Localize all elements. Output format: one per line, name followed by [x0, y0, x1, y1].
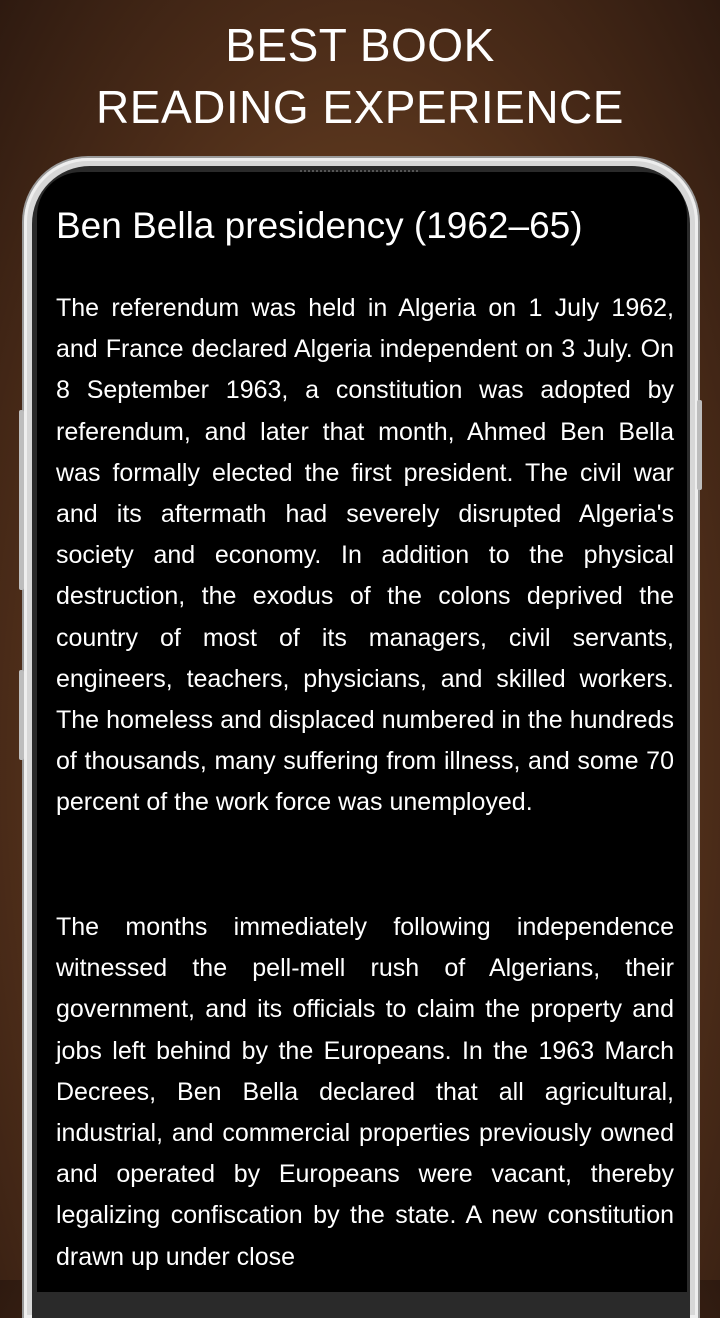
paragraph: The referendum was held in Algeria on 1 July 1962, and France declared Algeria independent on 3 July. On 8 September 1963, a constitution was adopted by referendum, and later that month, Ahmed Ben Bella was formally elected the first president. The civil war and its aftermath had severely disrupted Algeria's society and economy. In addition to the physical destruction, the exodus of the colons deprived the country of most of its managers, civil servants, engineers, teachers, physicians, and skilled workers. The homeless and displaced numbered in the hundreds of thousands, many suffering from illness, and some 70 percent of the work force was unemployed. [56, 294, 674, 817]
banner-line-2: READING EXPERIENCE [96, 81, 624, 133]
promo-banner [0, 14, 720, 138]
power-button [19, 670, 24, 760]
chapter-title: Ben Bella presidency (1962–65) [56, 205, 583, 246]
side-button-right [697, 400, 702, 490]
banner-line-1: BEST BOOK [225, 19, 495, 71]
reader-screen[interactable] [37, 172, 687, 1292]
paragraph: The months immediately following independence witnessed the pell-mell rush of Algerians, their government, and its officials to claim the property and jobs left behind by the Europeans. In the 1963 March Decrees, Ben Bella declared that all agricultural, industrial, and commercial properties previously owned and operated by Europeans were vacant, thereby legalizing confiscation by the state. A new constitution drawn up under close [56, 913, 674, 1271]
volume-button [19, 410, 24, 590]
